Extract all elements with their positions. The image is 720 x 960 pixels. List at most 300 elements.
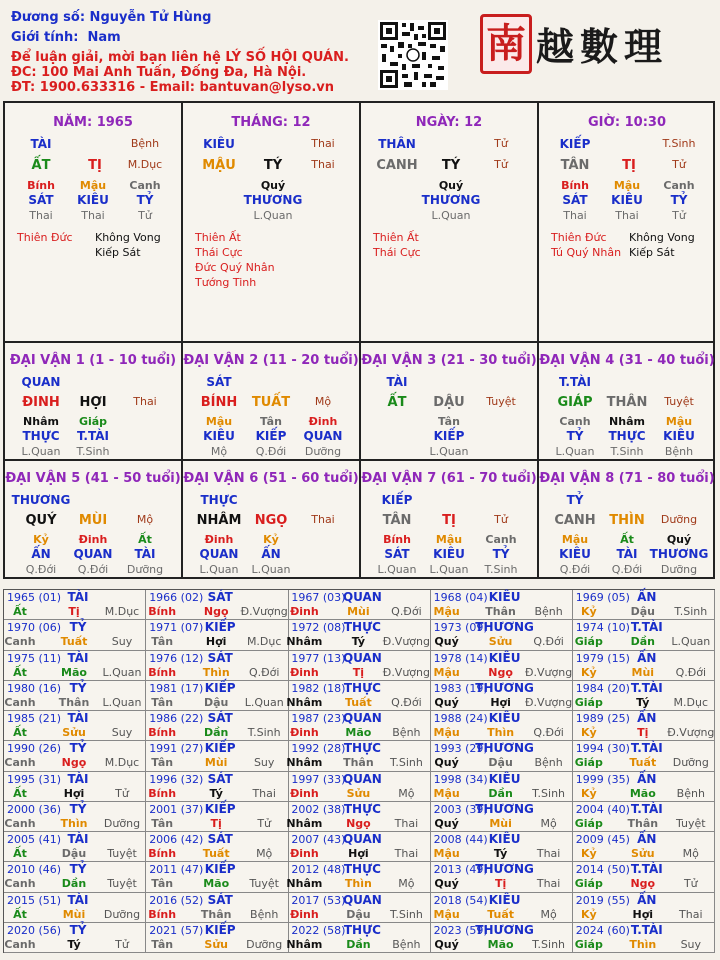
ten-god-star: TÀI <box>386 375 408 389</box>
year-phase: L.Quan <box>671 635 711 649</box>
pillar-title: NĂM: 1965 <box>53 115 133 130</box>
year-ten-god: KIÊU <box>488 832 521 846</box>
year-branch: Mão <box>629 786 656 800</box>
year-cell <box>288 711 430 741</box>
year-cell <box>146 772 288 802</box>
ten-god-star: QUAN <box>21 375 61 389</box>
life-phase: Tử <box>494 513 508 526</box>
year-phase: Tuyệt <box>675 816 706 830</box>
year-ten-god: QUAN <box>342 832 382 846</box>
year-cell <box>146 862 288 892</box>
year-cell <box>288 923 430 953</box>
year-phase: Tuyệt <box>249 877 279 891</box>
year-stem: Nhâm <box>286 816 323 830</box>
year-cell <box>573 802 715 832</box>
hidden-phase: L.Quan <box>429 445 469 458</box>
year-ten-god: KIẾP <box>204 801 236 816</box>
year-stem: Bính <box>148 665 177 679</box>
heavenly-stem: MẬU <box>202 158 236 173</box>
hidden-stem: Quý <box>666 533 692 546</box>
year-cell <box>146 923 288 953</box>
year-cell <box>431 590 573 620</box>
year-cell <box>288 802 430 832</box>
year-phase: T.Sinh <box>389 907 423 921</box>
year-cell <box>431 893 573 923</box>
year-cell <box>4 651 146 681</box>
gender-value: Nam <box>87 30 121 45</box>
year-phase: T.Sinh <box>247 726 281 739</box>
year-branch: Thân <box>627 816 659 830</box>
year-stem: Tân <box>151 635 174 649</box>
hidden-ten-god: THỰC <box>22 429 60 443</box>
year-ten-god: T.TÀI <box>630 922 663 937</box>
year-stem: Ất <box>13 786 27 800</box>
hidden-stem: Nhâm <box>23 415 59 428</box>
hidden-phase: L.Quan <box>555 445 595 458</box>
year-ten-god: SÁT <box>207 650 233 665</box>
year-phase: Dưỡng <box>246 937 283 951</box>
year-phase: Tử <box>683 877 698 891</box>
life-phase: Thai <box>311 158 335 171</box>
year-label: 2021 (57) <box>149 923 204 937</box>
year-label: 2017 (53) <box>291 893 346 907</box>
year-ten-god: QUAN <box>342 590 382 604</box>
year-phase: Tuyệt <box>107 847 137 860</box>
year-label: 1992 (28) <box>291 742 346 756</box>
hidden-ten-god: TỶ <box>566 429 584 443</box>
year-cell <box>573 590 715 620</box>
life-phase: Tuyệt <box>664 395 694 408</box>
year-cell <box>573 923 715 953</box>
year-stem: Tân <box>151 937 174 951</box>
year-ten-god: THỰC <box>343 741 381 756</box>
year-branch: Mão <box>203 877 230 891</box>
year-phase: Suy <box>680 937 702 951</box>
year-ten-god: THỰC <box>343 862 381 877</box>
hidden-ten-god: KIÊU <box>663 429 695 443</box>
year-label: 1980 (16) <box>7 681 62 695</box>
year-label: 2005 (41) <box>7 833 62 846</box>
hidden-ten-god: TÀI <box>616 547 638 561</box>
year-phase: Thai <box>252 786 276 800</box>
year-ten-god: THƯƠNG <box>475 922 534 937</box>
year-branch: Hợi <box>490 695 511 709</box>
year-phase: Mộ <box>256 847 273 860</box>
hidden-ten-god: THỰC <box>608 429 646 443</box>
year-stem: Mậu <box>433 665 460 679</box>
year-ten-god: KIẾP <box>204 862 236 877</box>
life-phase: T.Sinh <box>662 137 696 150</box>
year-ten-god: SÁT <box>207 711 233 725</box>
year-label: 1995 (31) <box>7 772 62 786</box>
year-branch: Mùi <box>62 907 86 921</box>
year-label: 1977 (13) <box>291 651 346 665</box>
year-label: 1974 (10) <box>575 621 630 635</box>
year-cell <box>288 832 430 862</box>
year-cell <box>4 711 146 741</box>
year-phase: Suy <box>253 756 275 770</box>
year-stem: Quý <box>434 695 459 709</box>
pillar-cell <box>5 103 181 341</box>
hidden-stem: Canh <box>129 179 161 192</box>
year-label: 2006 (42) <box>149 833 204 846</box>
dai-van-cell <box>361 461 537 579</box>
year-branch: Tị <box>494 877 507 891</box>
year-stem: Quý <box>434 877 459 891</box>
qr-code-icon[interactable] <box>378 20 448 90</box>
year-branch: Dậu <box>630 605 655 618</box>
shensha-star: Thiên Ất <box>195 231 241 244</box>
year-ten-god: TỶ <box>69 801 87 816</box>
year-stem: Giáp <box>574 877 603 891</box>
year-cell <box>573 681 715 711</box>
year-stem: Đinh <box>290 726 319 739</box>
year-phase: Mộ <box>398 786 415 800</box>
contact-invite: Để luận giải, mời bạn liên hệ LÝ SỐ HỘI QUÁN. <box>11 50 349 65</box>
heavenly-stem: NHÂM <box>196 513 242 528</box>
address-line: ĐC: 100 Mai Anh Tuấn, Đống Đa, Hà Nội. <box>11 65 307 80</box>
shensha-star: Không Vong <box>95 231 161 244</box>
year-ten-god: THƯƠNG <box>475 741 534 756</box>
year-label: 2004 (40) <box>575 802 630 816</box>
hidden-ten-god: SÁT <box>384 547 410 561</box>
year-label: 1991 (27) <box>149 742 204 756</box>
year-phase: L.Quan <box>244 695 284 709</box>
year-label: 1990 (26) <box>7 742 62 756</box>
year-branch: Ngọ <box>61 756 87 770</box>
year-cell <box>4 772 146 802</box>
year-phase: Đ.Vượng <box>524 695 573 709</box>
year-label: 2002 (38) <box>291 802 346 816</box>
hidden-phase: Thai <box>81 209 105 222</box>
year-phase: Bệnh <box>534 756 563 770</box>
hidden-ten-god: THƯƠNG <box>421 193 481 207</box>
header <box>0 0 720 100</box>
year-stem: Tân <box>151 695 174 709</box>
year-branch: Sửu <box>631 847 655 860</box>
year-label: 2018 (54) <box>433 893 488 907</box>
hidden-ten-god: KIÊU <box>203 429 235 443</box>
year-phase: T.Sinh <box>532 786 566 800</box>
year-label: 2012 (48) <box>291 863 346 877</box>
year-phase: Dưỡng <box>103 907 141 921</box>
red-seal-stamp: 南 <box>480 14 532 74</box>
year-ten-god: TÀI <box>67 650 89 665</box>
year-stem: Bính <box>148 847 177 860</box>
year-branch: Tuất <box>202 847 230 860</box>
year-phase: Q.Đới <box>391 605 422 618</box>
year-phase: Suy <box>111 726 133 739</box>
year-ten-god: T.TÀI <box>630 680 663 695</box>
year-stem: Mậu <box>433 847 460 860</box>
dai-van-title: ĐẠI VẬN 6 (51 - 60 tuổi) <box>183 471 359 486</box>
year-cell <box>431 741 573 771</box>
year-cell <box>573 620 715 650</box>
dai-van-title: ĐẠI VẬN 5 (41 - 50 tuổi) <box>5 471 181 486</box>
year-ten-god: TỶ <box>69 922 87 937</box>
earthly-branch: TỊ <box>622 158 636 173</box>
hidden-phase: L.Quan <box>253 209 293 222</box>
year-label: 2020 (56) <box>7 923 62 937</box>
year-phase: Mộ <box>540 907 557 921</box>
year-branch: Dậu <box>61 847 87 860</box>
year-cell <box>146 741 288 771</box>
hidden-ten-god: KIẾP <box>433 429 465 443</box>
year-cell <box>4 832 146 862</box>
year-ten-god: KIÊU <box>488 771 521 786</box>
year-branch: Tý <box>209 786 223 800</box>
year-branch: Tị <box>68 605 80 618</box>
hidden-phase: L.Quan <box>199 563 239 576</box>
hidden-phase: Q.Đới <box>255 445 287 458</box>
life-phase: Thai <box>311 513 335 526</box>
year-branch: Mùi <box>631 665 655 679</box>
year-phase: L.Quan <box>102 665 142 679</box>
year-label: 1981 (17) <box>149 681 204 695</box>
year-cell <box>431 651 573 681</box>
year-ten-god: THƯƠNG <box>475 862 534 877</box>
hidden-ten-god: QUAN <box>199 547 239 561</box>
year-cell <box>573 862 715 892</box>
year-label: 1970 (06) <box>7 621 62 635</box>
year-label: 1996 (32) <box>149 772 204 786</box>
year-ten-god: ẤN <box>637 650 657 665</box>
year-label: 2013 (49) <box>433 863 488 877</box>
year-stem: Quý <box>434 635 459 649</box>
year-label: 2000 (36) <box>7 802 62 816</box>
year-phase: M.Dục <box>104 605 140 618</box>
life-phase: Tử <box>672 158 686 171</box>
year-cell <box>146 620 288 650</box>
year-ten-god: KIẾP <box>204 620 236 635</box>
year-phase: Thai <box>536 877 561 891</box>
year-cell <box>573 651 715 681</box>
earthly-branch: MÙI <box>78 513 108 528</box>
year-stem: Canh <box>4 877 36 891</box>
hidden-phase: T.Sinh <box>610 445 644 458</box>
year-label: 2019 (55) <box>575 893 630 907</box>
pillar-title: GIỜ: 10:30 <box>588 115 666 130</box>
year-phase: Q.Đới <box>675 665 707 679</box>
year-ten-god: TÀI <box>67 590 89 604</box>
gender-label: Giới tính: <box>11 30 79 45</box>
earthly-branch: TUẤT <box>251 395 291 410</box>
hidden-ten-god: KIÊU <box>611 193 643 207</box>
earthly-branch: TỊ <box>442 513 456 528</box>
year-cell <box>146 832 288 862</box>
year-phase: Đ.Vượng <box>382 635 430 649</box>
year-cell <box>146 651 288 681</box>
year-phase: Tuyệt <box>107 877 137 891</box>
hidden-phase: Q.Đới <box>25 563 57 576</box>
hidden-stem: Đinh <box>78 533 108 546</box>
year-stem: Mậu <box>433 605 460 618</box>
year-ten-god: THỰC <box>343 922 381 937</box>
year-label: 1976 (12) <box>149 651 204 665</box>
year-branch: Hợi <box>632 907 654 921</box>
year-label: 1987 (23) <box>291 712 346 725</box>
year-phase: Mộ <box>540 816 557 830</box>
year-ten-god: ẤN <box>637 771 657 786</box>
year-branch: Hợi <box>348 847 369 860</box>
year-branch: Mùi <box>204 756 228 770</box>
heavenly-stem: ẤT <box>31 158 51 173</box>
dai-van-title: ĐẠI VẬN 2 (11 - 20 tuổi) <box>183 353 359 368</box>
year-label: 2023 (59) <box>433 923 488 937</box>
dai-van-cell <box>5 343 181 459</box>
hidden-stem: Canh <box>663 179 695 192</box>
year-branch: Ngọ <box>203 605 229 618</box>
hidden-ten-god: SÁT <box>28 193 54 207</box>
hidden-stem: Kỷ <box>33 533 49 546</box>
earthly-branch: NGỌ <box>254 513 288 528</box>
year-ten-god: ẤN <box>637 892 657 907</box>
year-phase: M.Dục <box>104 756 140 770</box>
hidden-ten-god: KIÊU <box>77 193 109 207</box>
life-phase: Thai <box>133 395 157 408</box>
year-branch: Tị <box>210 816 222 830</box>
year-label: 2010 (46) <box>7 863 62 877</box>
year-stem: Nhâm <box>286 877 323 891</box>
hidden-stem: Mậu <box>665 415 693 428</box>
year-branch: Tị <box>352 665 365 679</box>
dai-van-cell <box>539 461 715 579</box>
year-branch: Thìn <box>344 877 372 891</box>
year-cell <box>288 590 430 620</box>
year-phase: Bệnh <box>392 726 421 739</box>
year-stem: Kỷ <box>580 847 597 860</box>
year-phase: Mộ <box>398 877 415 891</box>
year-label: 1972 (08) <box>291 621 346 635</box>
year-stem: Quý <box>434 937 459 951</box>
year-ten-god: T.TÀI <box>630 741 663 756</box>
year-phase: Bệnh <box>392 937 421 951</box>
main-chart-grid <box>3 101 715 579</box>
hidden-ten-god: KIÊU <box>433 547 465 561</box>
year-cell <box>4 923 146 953</box>
hidden-ten-god: SÁT <box>562 193 588 207</box>
year-branch: Tý <box>493 847 508 860</box>
year-branch: Tuất <box>60 635 88 649</box>
year-cell <box>4 741 146 771</box>
life-phase: Tử <box>494 158 508 171</box>
year-phase: T.Sinh <box>532 937 566 951</box>
year-stem: Tân <box>151 756 174 770</box>
year-cell <box>573 711 715 741</box>
life-phase: M.Dục <box>127 158 163 171</box>
pillar-title: NGÀY: 12 <box>415 115 483 130</box>
earthly-branch: DẬU <box>433 395 465 410</box>
year-phase: Đ.Vượng <box>240 605 288 618</box>
hidden-stem: Quý <box>438 179 464 192</box>
year-stem: Kỷ <box>580 726 597 739</box>
year-ten-god: SÁT <box>207 590 233 604</box>
year-ten-god: KIÊU <box>488 650 521 665</box>
year-stem: Bính <box>148 786 177 800</box>
year-label: 2015 (51) <box>7 893 62 907</box>
hidden-phase: T.Sinh <box>484 563 518 576</box>
year-stem: Mậu <box>433 786 460 800</box>
year-stem: Ất <box>13 726 27 739</box>
year-label: 2009 (45) <box>575 833 630 846</box>
year-label: 1975 (11) <box>7 651 62 665</box>
year-label: 1986 (22) <box>149 712 204 725</box>
ten-god-star: T.TÀI <box>559 375 591 389</box>
ten-god-star: KIẾP <box>559 137 591 151</box>
ten-god-star: TỶ <box>566 493 584 507</box>
year-ten-god: TỶ <box>69 680 87 695</box>
year-cell <box>573 741 715 771</box>
shensha-star: Thái Cực <box>195 246 243 259</box>
year-stem: Ất <box>13 907 27 921</box>
year-label: 1967 (03) <box>291 591 346 604</box>
year-label: 1965 (01) <box>7 591 62 604</box>
ten-god-star: THỰC <box>200 493 238 507</box>
year-ten-god: THỰC <box>343 801 381 816</box>
hidden-phase: Thai <box>563 209 587 222</box>
year-branch: Sửu <box>62 726 86 739</box>
dai-van-cell <box>361 343 537 459</box>
year-stem: Đinh <box>290 786 319 800</box>
year-stem: Đinh <box>290 605 319 618</box>
year-label: 2014 (50) <box>575 863 630 877</box>
year-stem: Giáp <box>574 937 603 951</box>
year-ten-god: THƯƠNG <box>475 801 534 816</box>
year-cell <box>288 893 430 923</box>
ten-god-star: TÀI <box>30 137 52 151</box>
life-phase: Thai <box>311 137 335 150</box>
dai-van-cell <box>5 461 181 579</box>
hidden-stem: Mậu <box>79 179 107 192</box>
year-ten-god: TÀI <box>67 771 89 786</box>
year-branch: Tý <box>351 635 366 649</box>
year-phase: Suy <box>111 635 133 649</box>
year-label: 1973 (09) <box>433 621 488 635</box>
hidden-phase: Thai <box>29 209 53 222</box>
year-ten-god: KIẾP <box>204 680 236 695</box>
year-stem: Kỷ <box>580 665 597 679</box>
hidden-stem: Nhâm <box>609 415 645 428</box>
year-phase: L.Quan <box>102 695 142 709</box>
year-branch: Thân <box>343 756 374 770</box>
pillar-cell <box>183 103 359 341</box>
earthly-branch: THÌN <box>609 513 645 528</box>
year-ten-god: SÁT <box>207 892 233 907</box>
hidden-stem: Đinh <box>308 415 338 428</box>
year-stem: Kỷ <box>580 786 597 800</box>
year-cell <box>431 620 573 650</box>
year-stem: Đinh <box>290 665 319 679</box>
year-phase: Đ.Vượng <box>667 726 715 739</box>
hidden-phase: Tử <box>672 209 686 222</box>
earthly-branch: TỊ <box>88 158 102 173</box>
year-cell <box>431 832 573 862</box>
hidden-phase: T.Sinh <box>76 445 110 458</box>
year-stem: Giáp <box>574 816 603 830</box>
year-branch: Mão <box>345 726 372 739</box>
year-cell <box>431 711 573 741</box>
pillar-cell <box>539 103 715 341</box>
year-ten-god: THỰC <box>343 620 381 635</box>
year-branch: Dần <box>488 786 513 800</box>
year-cell <box>4 802 146 832</box>
shensha-star: Thiên Đức <box>551 231 607 244</box>
year-stem: Canh <box>4 816 36 830</box>
year-stem: Bính <box>148 726 177 739</box>
year-label: 1971 (07) <box>149 621 204 635</box>
shensha-star: Đức Quý Nhân <box>195 261 275 274</box>
heavenly-stem: TÂN <box>382 513 412 528</box>
